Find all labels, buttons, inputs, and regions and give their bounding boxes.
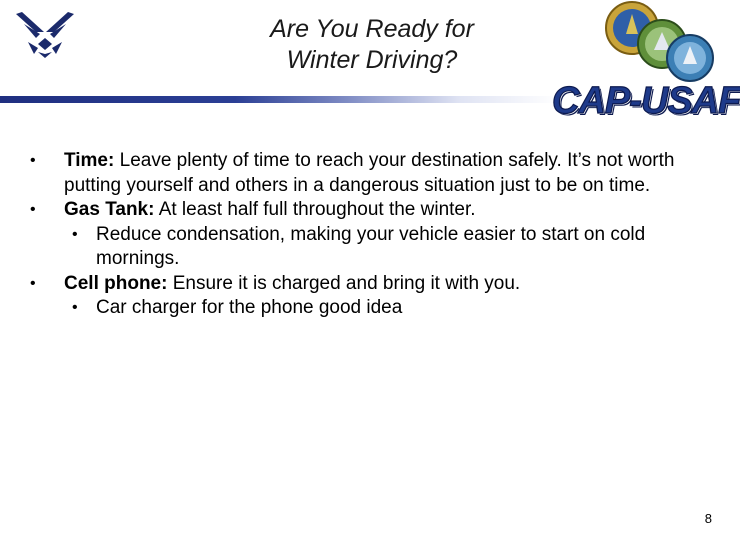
bullet-item-cell-phone xyxy=(30,272,690,297)
bullet-label: Cell phone: xyxy=(64,272,168,294)
bullet-dot-icon: • xyxy=(72,225,78,243)
bullet-text: Leave plenty of time to reach your destination safely. It’s not worth putting yourself and others in a dangerous situation just to be on time. xyxy=(64,150,675,196)
bullet-item-gas-tank xyxy=(30,198,690,223)
bullet-text: At least half full throughout the winter. xyxy=(154,199,476,220)
command-seals-logo-icon xyxy=(588,0,720,84)
header-rule xyxy=(0,96,560,103)
bullet-label: Gas Tank: xyxy=(64,199,155,220)
cap-usaf-logo: CAP-USAF xyxy=(552,80,740,122)
bullet-text: Ensure it is charged and bring it with you. xyxy=(167,272,521,294)
bullet-dot-icon: • xyxy=(72,299,78,316)
title-line-2: Winter Driving? xyxy=(286,46,458,74)
bullet-item-time xyxy=(30,149,690,198)
sub-bullet-item xyxy=(30,296,690,321)
bullet-label: Time: xyxy=(64,150,115,171)
slide-body xyxy=(30,149,690,321)
sub-bullet-text: Reduce condensation, making your vehicle easier to start on cold mornings. xyxy=(96,223,646,269)
sub-bullet-item xyxy=(30,223,690,272)
air-force-logo-icon xyxy=(14,8,76,62)
bullet-dot-icon: • xyxy=(30,152,36,169)
page-number: 8 xyxy=(704,511,712,526)
sub-bullet-text: Car charger for the phone good idea xyxy=(96,297,403,318)
bullet-dot-icon: • xyxy=(30,274,36,292)
slide-title xyxy=(222,14,522,76)
title-line-1: Are You Ready for xyxy=(270,15,474,43)
bullet-dot-icon: • xyxy=(30,201,36,218)
